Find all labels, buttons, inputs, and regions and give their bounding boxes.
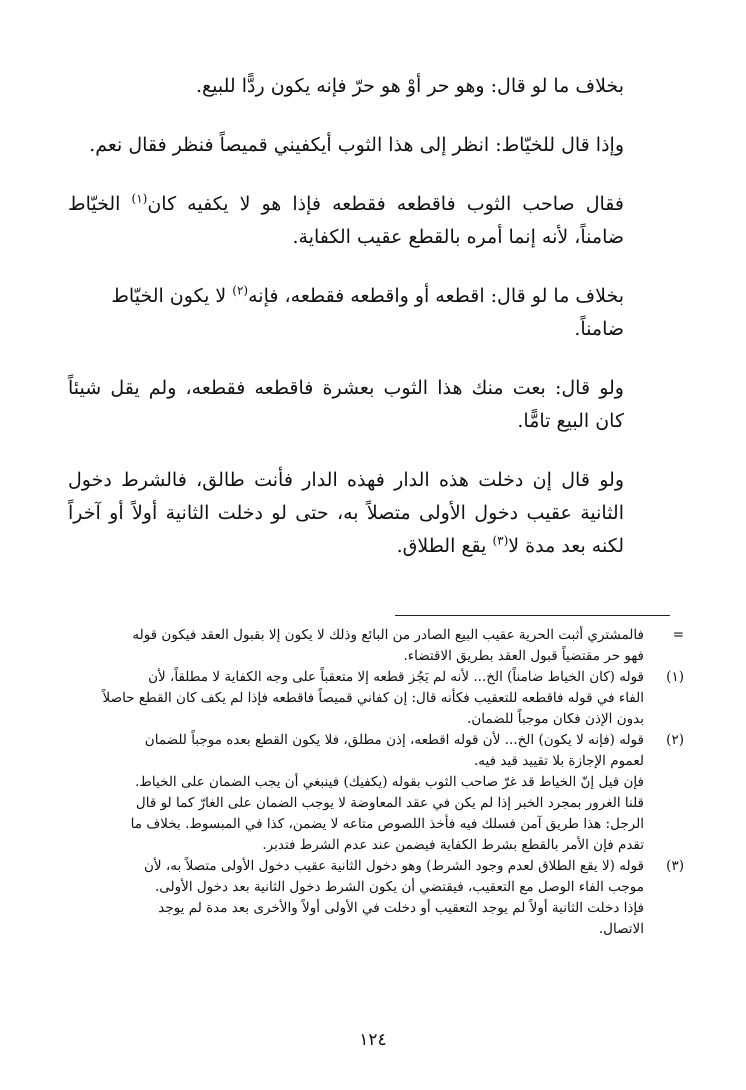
footnote-line: بدون الإذن فكان موجباً للضمان. (467, 711, 644, 727)
footnote-line: الاتصال. (598, 921, 644, 937)
paragraph-4-text-b: لا يكون الخيّاط ضامناً. (111, 285, 624, 340)
footnote-marker: (١) (666, 669, 684, 685)
footnote-marker: (٢) (666, 732, 684, 748)
footnote-line: قلنا الغرور بمجرد الخبر إذا لم يكن في عقد المعاوضة لا يوجب الضمان على الغارّ كما لو قال (135, 795, 644, 811)
footnote-ref-3[interactable]: (٣) (492, 533, 509, 548)
footnote-marker: = (672, 627, 684, 643)
footnote-body (64, 667, 644, 730)
footnote-body (64, 856, 644, 940)
footnote-line: لعموم الإجازة بلا تقييد قيد فيه. (473, 753, 644, 769)
paragraph-4 (68, 280, 624, 346)
footnote-1 (64, 667, 684, 730)
footnote-body (64, 730, 644, 856)
paragraph-4-text-a: بخلاف ما لو قال: اقطعه أو واقطعه فقطعه، فإنه (248, 285, 624, 307)
footnote-continuation (64, 625, 684, 667)
paragraph-2-text: وإذا قال للخيّاط: انظر إلى هذا الثوب أيكفيني قميصاً فنظر فقال نعم. (89, 134, 624, 156)
footnote-line: فهو حر مقتضياً قبول العقد بطريق الاقتضاء. (403, 648, 644, 664)
paragraph-6 (68, 464, 624, 563)
paragraph-5 (68, 372, 624, 438)
footnote-3 (64, 856, 684, 940)
footnote-divider (395, 615, 670, 616)
footnote-body (64, 625, 644, 667)
footnote-line: قوله (لا يقع الطلاق لعدم وجود الشرط) وهو دخول الثانية عقيب دخول الأولى متصلاً به، لأن (144, 858, 644, 874)
paragraph-6-text-b: يقع الطلاق. (396, 535, 493, 557)
paragraph-6-text-a: ولو قال إن دخلت هذه الدار فهذه الدار فأنت طالق، فالشرط دخول الثانية عقيب دخول الأولى متصلاً به، حتى لو دخلت الثانية أولاً أو آخراً لكنه بعد مدة لا (68, 469, 624, 557)
footnotes (64, 625, 684, 940)
page-number: ١٢٤ (359, 1030, 387, 1050)
footnote-ref-1[interactable]: (١) (131, 191, 148, 206)
footnote-ref-2[interactable]: (٢) (232, 283, 249, 298)
footnote-line: فالمشتري أثبت الحرية عقيب البيع الصادر من البائع وذلك لا يكون إلا بقبول العقد فيكون قوله (132, 627, 644, 643)
footnote-marker: (٣) (666, 858, 684, 874)
paragraph-1 (68, 70, 624, 103)
footnote-line: الرجل: هذا طريق آمن فسلك فيه فأخذ اللصوص متاعه لا يضمن، كذا في المبسوط. بخلاف ما (130, 816, 644, 832)
paragraph-5-text: ولو قال: بعت منك هذا الثوب بعشرة فاقطعه فقطعه، ولم يقل شيئاً كان البيع تامًّا. (68, 377, 624, 432)
footnote-line: تقدم فإن الأمر بالقطع بشرط الكفاية فيضمن عند عدم الشرط فتدبر. (262, 837, 644, 853)
footnote-2 (64, 730, 684, 856)
footnote-line: فإن قيل إنّ الخياط قد غرّ صاحب الثوب بقوله (يكفيك) فينبغي أن يجب الضمان على الخياط. (135, 774, 644, 790)
footnote-line: موجب الفاء الوصل مع التعقيب، فيقتضي أن يكون الشرط دخول الثانية بعد دخول الأولى. (154, 879, 644, 895)
paragraph-3-text-b: الخيّاط ضامناً، لأنه إنما أمره بالقطع عقيب الكفاية. (68, 193, 624, 248)
footnote-line: فإذا دخلت الثانية أولاً لم يوجد التعقيب أو دخلت في الأولى أولاً والأخرى بعد مدة لم يوجد (158, 900, 644, 916)
paragraph-2 (68, 129, 624, 162)
paragraph-1-text: بخلاف ما لو قال: وهو حر أوْ هو حرّ فإنه يكون ردًّا للبيع. (196, 75, 624, 97)
footnote-line: الفاء في قوله فاقطعه للتعقيب فكأنه قال: إن كفاني قميصاً فاقطعه فإذا لم يكف كان القطع حاصلاً (102, 690, 644, 706)
main-text (68, 70, 624, 589)
paragraph-3-text-a: فقال صاحب الثوب فاقطعه فقطعه فإذا هو لا يكفيه كان (147, 193, 624, 215)
footnote-line: قوله (كان الخياط ضامناً) الخ... لأنه لم يَجُز قطعه إلا متعقباً على وجه الكفاية لا مطلقاً، لأن (148, 669, 644, 685)
footnote-line: قوله (فإنه لا يكون) الخ... لأن قوله اقطعه، إذن مطلق، فلا يكون القطع بعده موجباً للضمان (144, 732, 644, 748)
paragraph-3 (68, 188, 624, 254)
